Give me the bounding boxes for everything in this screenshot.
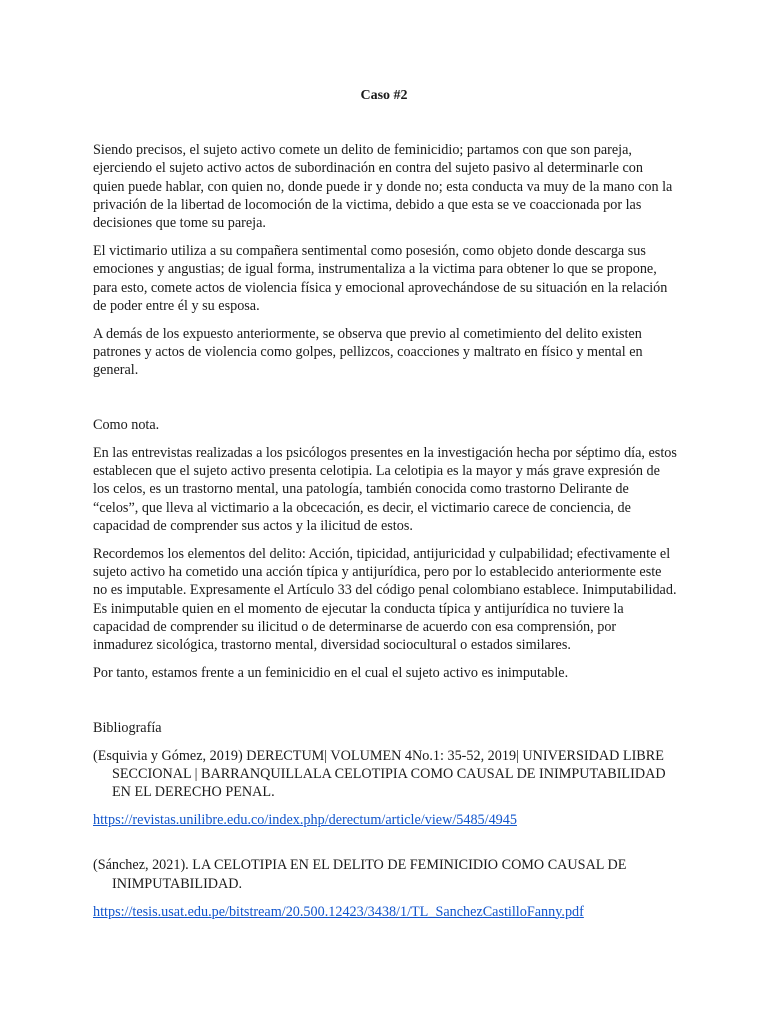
spacer — [93, 389, 677, 416]
spacer — [93, 692, 677, 719]
bibliography-link[interactable]: https://tesis.usat.edu.pe/bitstream/20.500.12423/3438/1/TL_SanchezCastilloFanny.pdf — [93, 903, 584, 920]
paragraph-2: El victimario utiliza a su compañera sentimental como posesión, como objeto donde descarga sus emociones y angustias; de igual forma, instrumentaliza a la victima para obtener lo que se propone, para esto, comete actos de violencia física y emocional aprovechándose de su situación en la relación de poder entre él y su esposa. — [93, 242, 668, 314]
bibliography-entry — [93, 856, 677, 920]
note-heading: Como nota. — [93, 417, 160, 434]
paragraph-1: Siendo precisos, el sujeto activo comete un delito de feminicidio; partamos con que son pareja, ejerciendo el sujeto activo actos de subordinación en contra del sujeto pasivo al determinarle con quien puede hablar, con quien no, donde puede ir y donde no; esta conducta va muy de la mano con la privación de la libertad de locomoción de la victima, debido a que esta se ve coaccionada por las decisiones que tome su pareja. — [93, 142, 673, 232]
note-paragraph-1: En las entrevistas realizadas a los psicólogos presentes en la investigación hecha por séptimo día, estos establecen que el sujeto activo presenta celotipia. La celotipia es la mayor y más grave expresión de los celos, es un trastorno mental, una patología, también conocida como trastorno Delirante de “celos”, que lleva al victimario a la obcecación, es decir, el victimario carece de conciencia, de capacidad de comprender sus actos y la ilicitud de estos. — [93, 444, 677, 535]
bibliography-heading: Bibliografía — [93, 719, 162, 736]
note-paragraph-2: Recordemos los elementos del delito: Acción, tipicidad, antijuricidad y culpabilidad; efectivamente el sujeto activo ha cometido una acción típica y antijurídica, pero por lo establecido anteriormente este no es imputable. Expresamente el Artículo 33 del código penal colombiano establece. Inimputabilidad. Es inimputable quien en el momento de ejecutar la conducta típica y antijurídica no tuviere la capacidad de comprender su ilicitud o de determinarse de acuerdo con esa comprensión, por inmadurez sicológica, trastorno mental, diversidad sociocultural o estados similares. — [93, 545, 677, 654]
bibliography-link[interactable]: https://revistas.unilibre.edu.co/index.php/derectum/article/view/5485/4945 — [93, 812, 517, 829]
bibliography-entry-text: (Esquivia y Gómez, 2019) DERECTUM| VOLUMEN 4No.1: 35-52, 2019| UNIVERSIDAD LIBRE SECCIONAL | BARRANQUILLALA CELOTIPIA COMO CAUSAL DE INIMPUTABILIDAD EN EL DERECHO PENAL. — [93, 747, 666, 801]
bibliography-entry-text: (Sánchez, 2021). LA CELOTIPIA EN EL DELITO DE FEMINICIDIO COMO CAUSAL DE INIMPUTABILIDAD. — [93, 857, 627, 892]
document-title: Caso #2 — [360, 88, 408, 103]
document-body — [93, 141, 677, 921]
spacer — [93, 829, 677, 856]
bibliography-entry — [93, 747, 677, 830]
paragraph-3: A demás de los expuesto anteriormente, se observa que previo al cometimiento del delito existen patrones y actos de violencia como golpes, pellizcos, coacciones y maltrato en físico y mental en general. — [93, 325, 643, 379]
note-paragraph-3: Por tanto, estamos frente a un feminicidio en el cual el sujeto activo es inimputable. — [93, 665, 569, 682]
